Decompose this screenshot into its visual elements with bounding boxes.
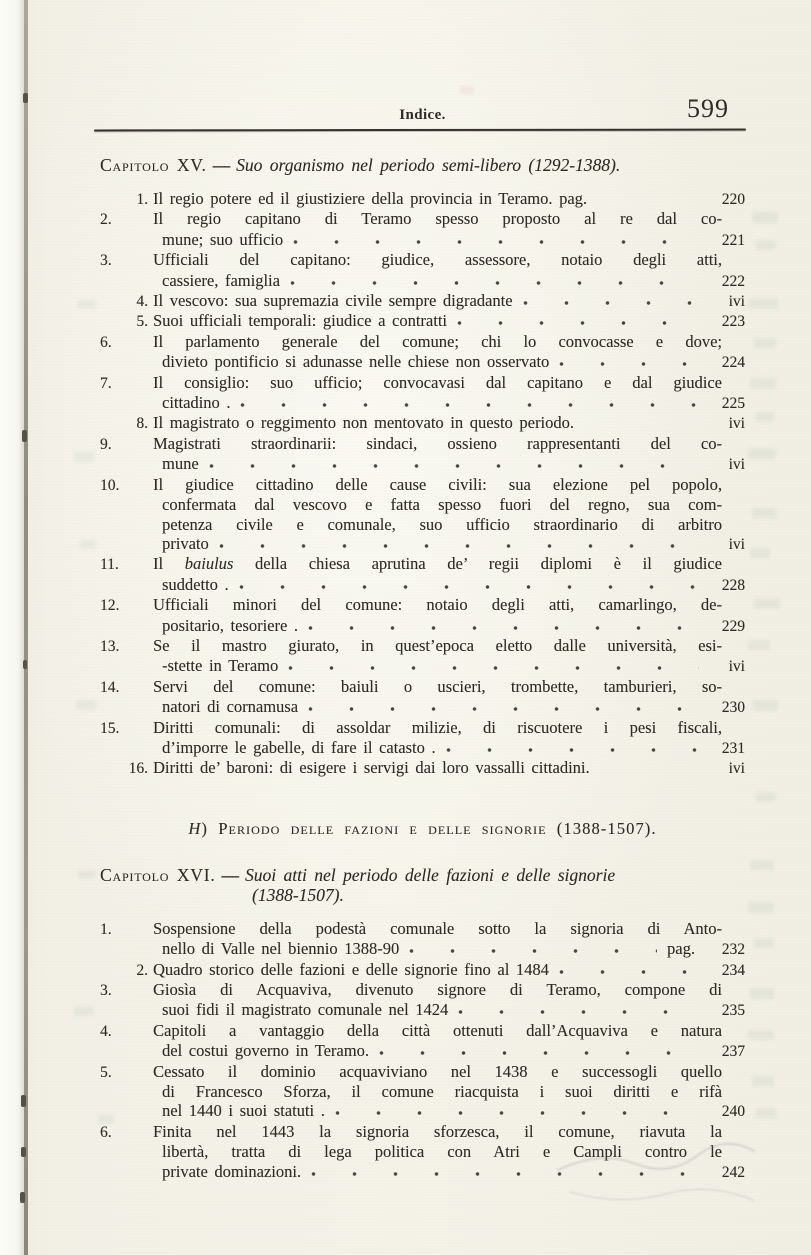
bleed-through-mark [748,298,778,309]
bleed-through-mark [752,1076,774,1086]
italic-letter: H [188,818,202,838]
entry-number: 1. [136,191,148,208]
entry-line [100,595,722,615]
chapter-heading [100,155,745,175]
entry-text: di Francesco Sforza, il comune riacquista i suoi diritti e rifà [162,1082,722,1102]
dot-leader [219,535,699,549]
dot-leader [209,455,699,469]
page-edge-nick [23,93,28,103]
index-entry [100,332,745,373]
part-heading [100,819,745,839]
entry-page-number: 232 [721,941,745,959]
entry-page-number: 222 [721,272,745,290]
entry-number: 9. [100,435,112,453]
entry-line [100,1021,722,1041]
entry-number: 4. [136,293,148,311]
entry-page-number: ivi [728,293,745,311]
bleed-through-mark [752,700,778,711]
entry-text: Quadro storico delle fazioni e delle signorie fino al 1484 [153,959,549,979]
entry-page-number: 240 [721,1103,745,1121]
entry-text: positario, tesoriere . [162,615,299,635]
entry-text: Sospensione della podestà comunale sotto la signoria di Anto- [153,918,722,938]
dot-leader [457,312,699,326]
entry-line [100,939,745,959]
entry-line [100,758,745,778]
entry-line [100,230,745,250]
entry-text: Capitoli a vantaggio della città ottenuti dall’Acquaviva e natura [153,1020,722,1040]
entry-page-number: 225 [721,395,745,413]
index-entry [100,758,745,778]
entry-number: 2. [136,961,148,979]
page-edge-nick [23,660,27,669]
entry-page-number: ivi [728,658,745,676]
dot-leader [308,698,699,712]
entry-line [100,332,722,352]
scan-blemish [460,86,474,94]
entry-text: -stette in Teramo [162,656,279,676]
entry-line [100,311,745,331]
chapter-title-continuation: (1388-1507). [252,884,344,905]
entry-line [100,738,745,758]
entry-text: private dominazioni. [162,1161,302,1181]
chapter-label: Capitolo XVI. [100,864,216,885]
index-entry [100,677,745,718]
entry-text: Magistrati straordinarii: sindaci, ossieno rappresentanti del co- [153,433,722,453]
index-entry [100,636,745,677]
bleed-through-mark [750,988,774,999]
entry-line [100,1041,745,1061]
index-entry [100,980,745,1021]
index-entry [100,209,745,250]
entry-text: libertà, tratta di lega politica con Atri e Campli contro le [162,1142,722,1162]
entry-line [100,515,722,534]
entry-text: suddetto . [162,574,229,594]
entry-text: Ufficiali del capitano: giudice, assessore, notaio degli atti, [153,250,722,270]
entry-number: 10. [100,476,120,494]
entry-text: Il regio capitano di Teramo spesso proposto al re dal co- [153,209,722,229]
text-segment: Il [153,554,185,574]
entry-text: petenza civile e comunale, suo ufficio straordinario di arbitro [162,514,722,534]
entry-text: Se il mastro giurato, in quest’epoca eletto dalle università, esi- [153,635,722,655]
entry-page-number: 230 [721,699,745,717]
page-header [100,94,745,126]
entry-text: confermata dal vescovo e fatta spesso fuori del regno, sua com- [162,495,722,515]
index-entry [100,554,745,595]
dot-leader [559,961,699,975]
dot-leader [597,190,699,204]
entry-text: mune [162,454,199,474]
entry-line [100,495,722,514]
text-segment: della chiesa aprutina de’ regii diplomi è il giudice [233,554,722,574]
entry-line [100,1062,722,1082]
entry-number: 13. [100,637,120,655]
index-entry [100,595,745,636]
entry-page-number: 235 [721,1002,745,1020]
dot-leader [308,617,699,631]
entry-page-number: 229 [721,617,745,635]
entry-line [100,1082,722,1101]
entry-number: 8. [136,415,148,433]
entry-text: privato [162,533,209,553]
entry-line [100,291,745,311]
bleed-through-mark [750,378,776,389]
index-entry [100,189,745,209]
entry-line [100,454,745,474]
part-heading-text: ) Periodo delle fazioni e delle signorie (1388-1507). [201,818,657,838]
entry-number: 1. [100,920,112,938]
entry-line [100,636,722,656]
entry-text: Suoi ufficiali temporali: giudice a contratti [153,311,447,331]
dot-leader [293,231,699,245]
bleed-through-mark [752,508,776,518]
dot-leader [290,272,699,286]
dot-leader [379,1042,699,1056]
entry-line [100,980,722,1000]
entry-text: Il vescovo: sua supremazia civile sempre digradante [153,291,513,311]
entry-text: cassiere, famiglia [162,270,280,290]
entry-line [100,656,745,676]
entry-line [100,250,722,270]
entry-text: Ufficiali minori del comune: notaio degli atti, camarlingo, de- [153,595,722,615]
bleed-through-mark [74,1006,94,1016]
index-entry [100,311,745,331]
entry-line [100,413,745,433]
index-entry [100,373,745,414]
bleed-through-mark [750,860,774,870]
entry-number: 14. [100,678,120,696]
entry-text: nello di Valle nel biennio 1388-90 [162,939,400,959]
chapter-label: Capitolo XV. [100,155,207,175]
entry-number: 5. [100,1063,112,1081]
index-entry [100,291,745,311]
entry-line [100,616,745,636]
entry-number: 6. [100,333,112,351]
entry-page-number: 231 [721,739,745,757]
index-entry [100,718,745,759]
dot-leader [239,576,699,590]
entry-text: Il parlamento generale del comune; chi lo convocasse e dove; [153,331,722,351]
entry-number: 12. [100,597,120,615]
dot-leader [288,657,699,671]
entry-number: 4. [100,1022,112,1040]
index-entry [100,475,745,555]
entry-page-number: ivi [728,456,745,474]
entry-line [100,718,722,738]
entry-page-number: 242 [721,1163,745,1181]
bleed-through-mark [756,412,774,422]
entry-line [100,697,745,717]
entry-line [100,534,745,554]
pencil-scribble-artifact [540,1130,770,1220]
chapter-heading [100,865,745,905]
dot-leader [584,414,699,428]
entry-line [100,352,745,372]
entry-text: natori di cornamusa [162,697,299,717]
bleed-through-mark [78,300,96,309]
entry-page-number: 221 [721,231,745,249]
index-entry [100,919,745,960]
entry-text: Giosìa di Acquaviva, divenuto signore di Teramo, compone di [153,980,722,999]
entry-text: cittadino . [162,393,231,413]
entry-line [100,393,745,413]
entry-page-number: 224 [721,354,745,372]
bleed-through-mark [74,452,94,462]
entry-page-number: ivi [728,535,745,553]
dot-leader [458,1001,699,1015]
bleed-through-mark [748,902,774,913]
dot-leader [240,394,699,408]
index-entry [100,413,745,433]
index-entry [100,1021,745,1062]
folio-page-number: 599 [687,94,729,123]
entry-text: mune; suo ufficio [162,229,284,249]
entry-number: 11. [100,556,119,574]
entry-list [100,189,745,779]
bleed-through-mark [754,938,774,948]
pag-label: pag. [667,939,695,959]
dot-leader [559,353,699,367]
entry-line [100,373,722,393]
chapter-title: Suo organismo nel periodo semi-libero (1292-1388). [236,155,621,175]
dot-leader [446,739,699,753]
entry-number: 16. [128,760,148,778]
bleed-through-mark [76,700,96,710]
header-rule [94,129,746,132]
entry-page-number: 237 [721,1043,745,1061]
bleed-through-mark [756,792,776,802]
entry-page-number: 223 [721,313,745,331]
entry-number: 3. [100,252,112,270]
bleed-through-mark [754,598,780,609]
bleed-through-mark [754,338,776,348]
entry-text: divieto pontificio si adunasse nelle chiese non osservato [162,352,550,372]
entry-text: Il magistrato o reggimento non mentovato in questo periodo. [153,413,574,433]
index-entry [100,960,745,980]
page-edge-line [24,0,28,1255]
running-title: Indice. [399,107,446,123]
entry-text: Servi del comune: baiuli o uscieri, trombette, tamburieri, so- [153,676,722,696]
entry-line [100,434,722,454]
entry-text [153,554,722,573]
scan-background-strip [0,0,24,1255]
dot-leader [335,1102,699,1116]
bleed-through-mark [756,1108,776,1118]
page-edge-nick [21,1147,26,1157]
entry-text: Cessato il dominio acquaviviano nel 1438 e successogli quello [153,1061,722,1081]
dot-leader [600,759,699,773]
entry-number: 15. [100,719,120,737]
page-edge-nick [21,1095,26,1107]
entry-text: Il giudice cittadino delle cause civili: sua elezione pel popolo, [153,474,722,494]
entry-text: del costui governo in Teramo. [162,1041,369,1061]
dot-leader [523,292,699,306]
index-sections [100,155,745,1182]
entry-line [100,189,745,209]
bleed-through-mark [748,448,776,459]
bleed-through-mark [78,870,96,879]
entry-page-number: ivi [728,415,745,433]
entry-text: suoi fidi il magistrato comunale nel 1424 [162,1000,449,1020]
index-entry [100,1062,745,1122]
entry-line [100,677,722,697]
entry-number: 5. [136,313,148,331]
entry-page-number: 234 [721,961,745,979]
entry-page-number: ivi [728,760,745,778]
entry-text: Diritti comunali: di assoldar milizie, di riscuotere i pesi fiscali, [153,717,722,737]
dot-leader [409,940,657,954]
entry-line [100,1101,745,1121]
entry-text: d’imporre le gabelle, di fare il catasto . [162,737,436,757]
page-edge-nick [20,1192,25,1203]
bleed-through-mark [752,212,778,223]
entry-number: 2. [100,211,112,229]
italic-text: baiulus [184,554,234,574]
bleed-through-mark [748,1030,774,1040]
entry-line [100,960,745,980]
chapter-dash: — [212,155,231,175]
bleed-through-mark [750,548,770,558]
entry-page-number: 228 [721,576,745,594]
entry-line [100,554,722,574]
entry-line [100,209,722,229]
chapter-title: Suoi atti nel periodo delle fazioni e delle signorie [245,864,616,885]
entry-line [100,271,745,291]
entry-line [100,919,722,939]
entry-page-number: 220 [721,191,745,208]
bleed-through-mark [80,540,96,549]
index-entry [100,250,745,291]
entry-number: 3. [100,982,112,999]
index-entry [100,434,745,475]
entry-number: 7. [100,374,112,392]
entry-line [100,1000,745,1020]
bleed-through-mark [756,240,776,250]
entry-line [100,475,722,495]
entry-text: Finita nel 1443 la signoria sforzesca, il comune, riavuta la [153,1121,722,1141]
page-edge-nick [22,430,27,442]
entry-line [100,575,745,595]
entry-number: 6. [100,1123,112,1141]
entry-text: Diritti de’ baroni: di esigere i servigi dai loro vassalli cittadini. [153,758,590,778]
entry-text: Il consiglio: suo ufficio; convocavasi dal capitano e dal giudice [153,372,722,392]
bleed-through-mark [748,640,770,650]
entry-text: nel 1440 i suoi statuti . [162,1101,325,1121]
entry-text: Il regio potere ed il giustiziere della provincia in Teramo. pag. [153,189,588,208]
chapter-dash: — [221,864,240,885]
